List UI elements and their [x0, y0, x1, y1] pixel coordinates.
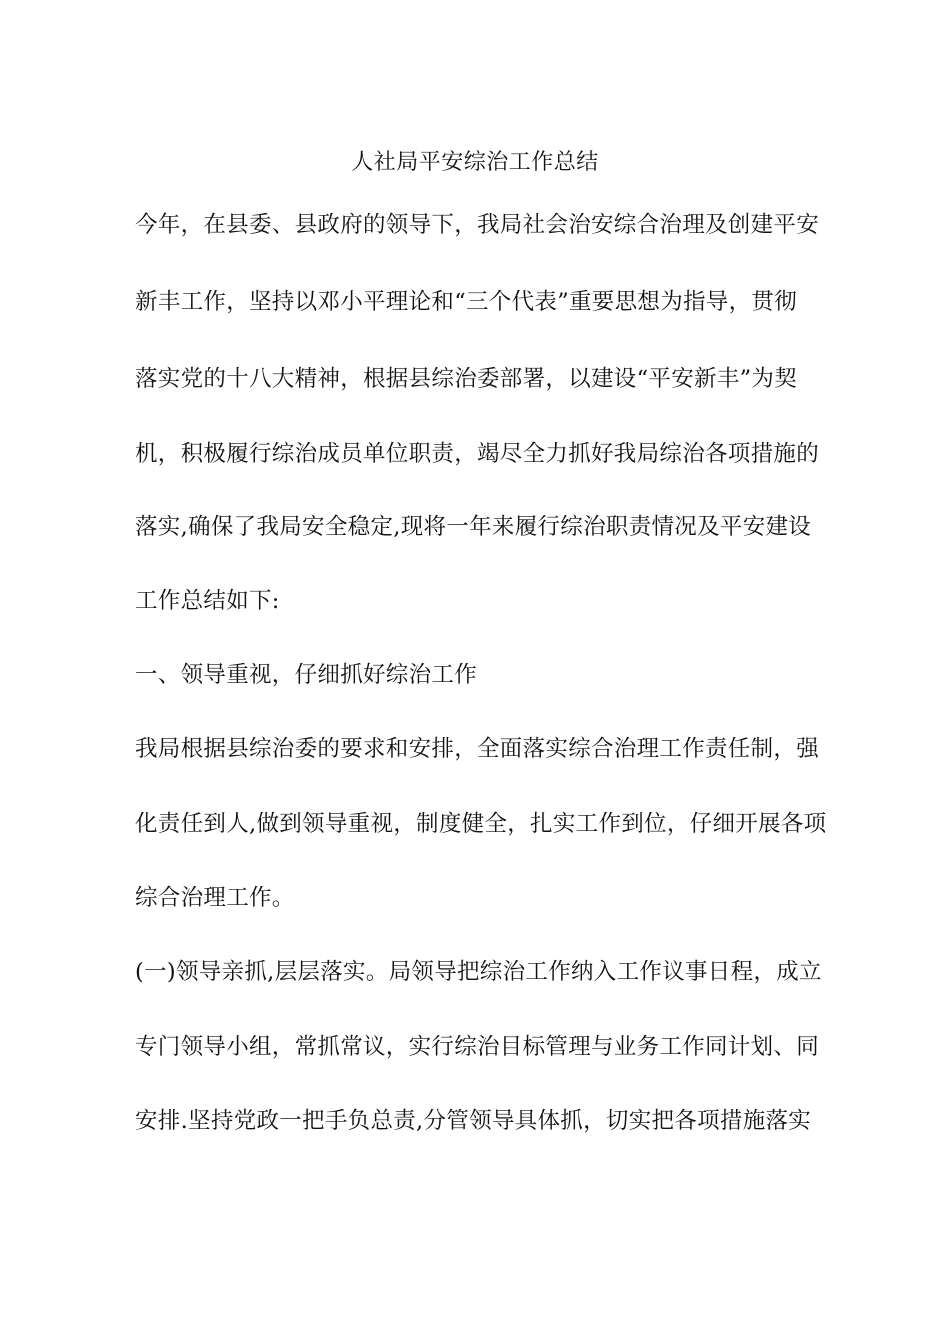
- body-line: 落实党的十八大精神，根据县综治委部署，以建设“平安新丰”为契: [135, 366, 798, 392]
- section-heading: 一、领导重视，仔细抓好综治工作: [135, 662, 478, 688]
- body-line: 化责任到人,做到领导重视，制度健全，扎实工作到位，仔细开展各项: [135, 811, 827, 837]
- body-line: 安排.坚持党政一把手负总责,分管领导具体抓，切实把各项措施落实: [135, 1108, 812, 1134]
- body-line: 综合治理工作。: [135, 885, 295, 911]
- body-line: 机，积极履行综治成员单位职责，竭尽全力抓好我局综治各项措施的: [135, 441, 820, 467]
- body-line: 工作总结如下:: [135, 588, 280, 614]
- body-line: 我局根据县综治委的要求和安排，全面落实综合治理工作责任制，强: [135, 736, 820, 762]
- body-line: 新丰工作，坚持以邓小平理论和“三个代表”重要思想为指导，贯彻: [135, 289, 798, 315]
- body-line: 落实,确保了我局安全稳定,现将一年来履行综治职责情况及平安建设: [135, 514, 812, 540]
- body-line: 今年，在县委、县政府的领导下，我局社会治安综合治理及创建平安: [135, 212, 820, 238]
- document-title: 人社局平安综治工作总结: [351, 150, 599, 175]
- body-line: (一)领导亲抓,层层落实。局领导把综治工作纳入工作议事日程，成立: [135, 959, 822, 985]
- body-line: 专门领导小组，常抓常议，实行综治目标管理与业务工作同计划、同: [135, 1034, 820, 1060]
